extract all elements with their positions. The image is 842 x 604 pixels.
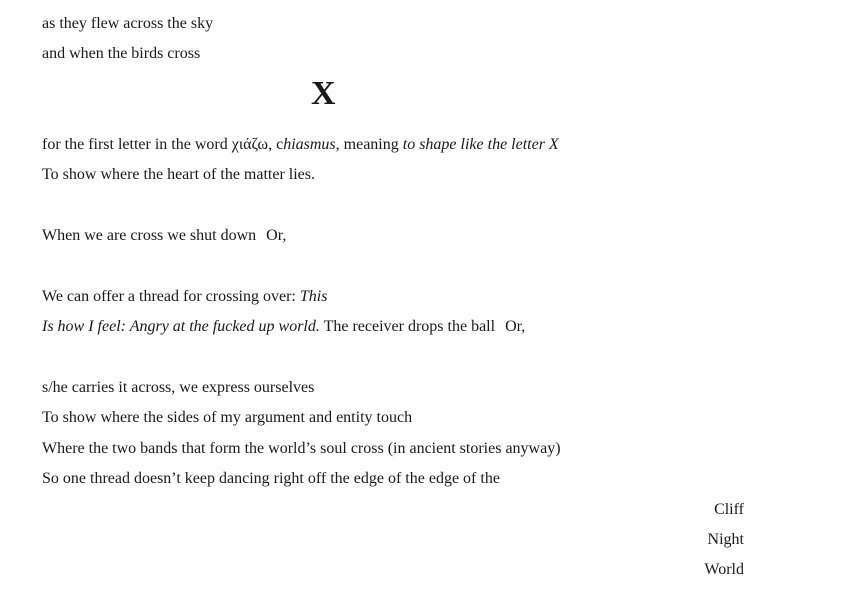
poem-line-7 [42,317,525,337]
big-x-letter: X [311,75,336,112]
line7-text: The receiver drops the ball [319,318,496,335]
chiasmus-italic: hiasmus [283,136,336,153]
end-word-cliff: Cliff [714,501,744,518]
line7-or: Or, [505,318,526,335]
poem-line-6 [42,287,327,307]
line3-text-b: , c [268,136,284,153]
end-word-world: World [704,561,744,578]
poem-line-11: So one thread doesn’t keep dancing right off the edge of the edge of the [42,470,500,487]
line5-text: When we are cross we shut down [42,227,257,244]
poem-line-10: Where the two bands that form the world’s soul cross (in ancient stories anyway) [42,440,561,457]
line3-text-d: , meaning [335,136,403,153]
poem-line-4: To show where the heart of the matter lies. [42,166,316,183]
line3-text-a: for the first letter in the word [42,136,232,153]
poem-line-9: To show where the sides of my argument and entity touch [42,409,413,426]
poem-line-8: s/he carries it across, we express ourselves [42,379,315,396]
greek-word: χιάζω [231,136,269,153]
line5-or: Or, [266,227,287,244]
poem-line-1: as they flew across the sky [42,15,214,32]
line3-italic-meaning: to shape like the letter X [402,136,559,153]
line6-text: We can offer a thread for crossing over: [42,288,300,305]
end-word-night: Night [707,531,744,548]
line6-italic: This [299,288,328,305]
poem-line-2: and when the birds cross [42,45,201,62]
poem-line-3 [42,135,559,155]
poem-line-5 [42,226,286,246]
line7-italic: Is how I feel: Angry at the fucked up world. [42,318,320,335]
